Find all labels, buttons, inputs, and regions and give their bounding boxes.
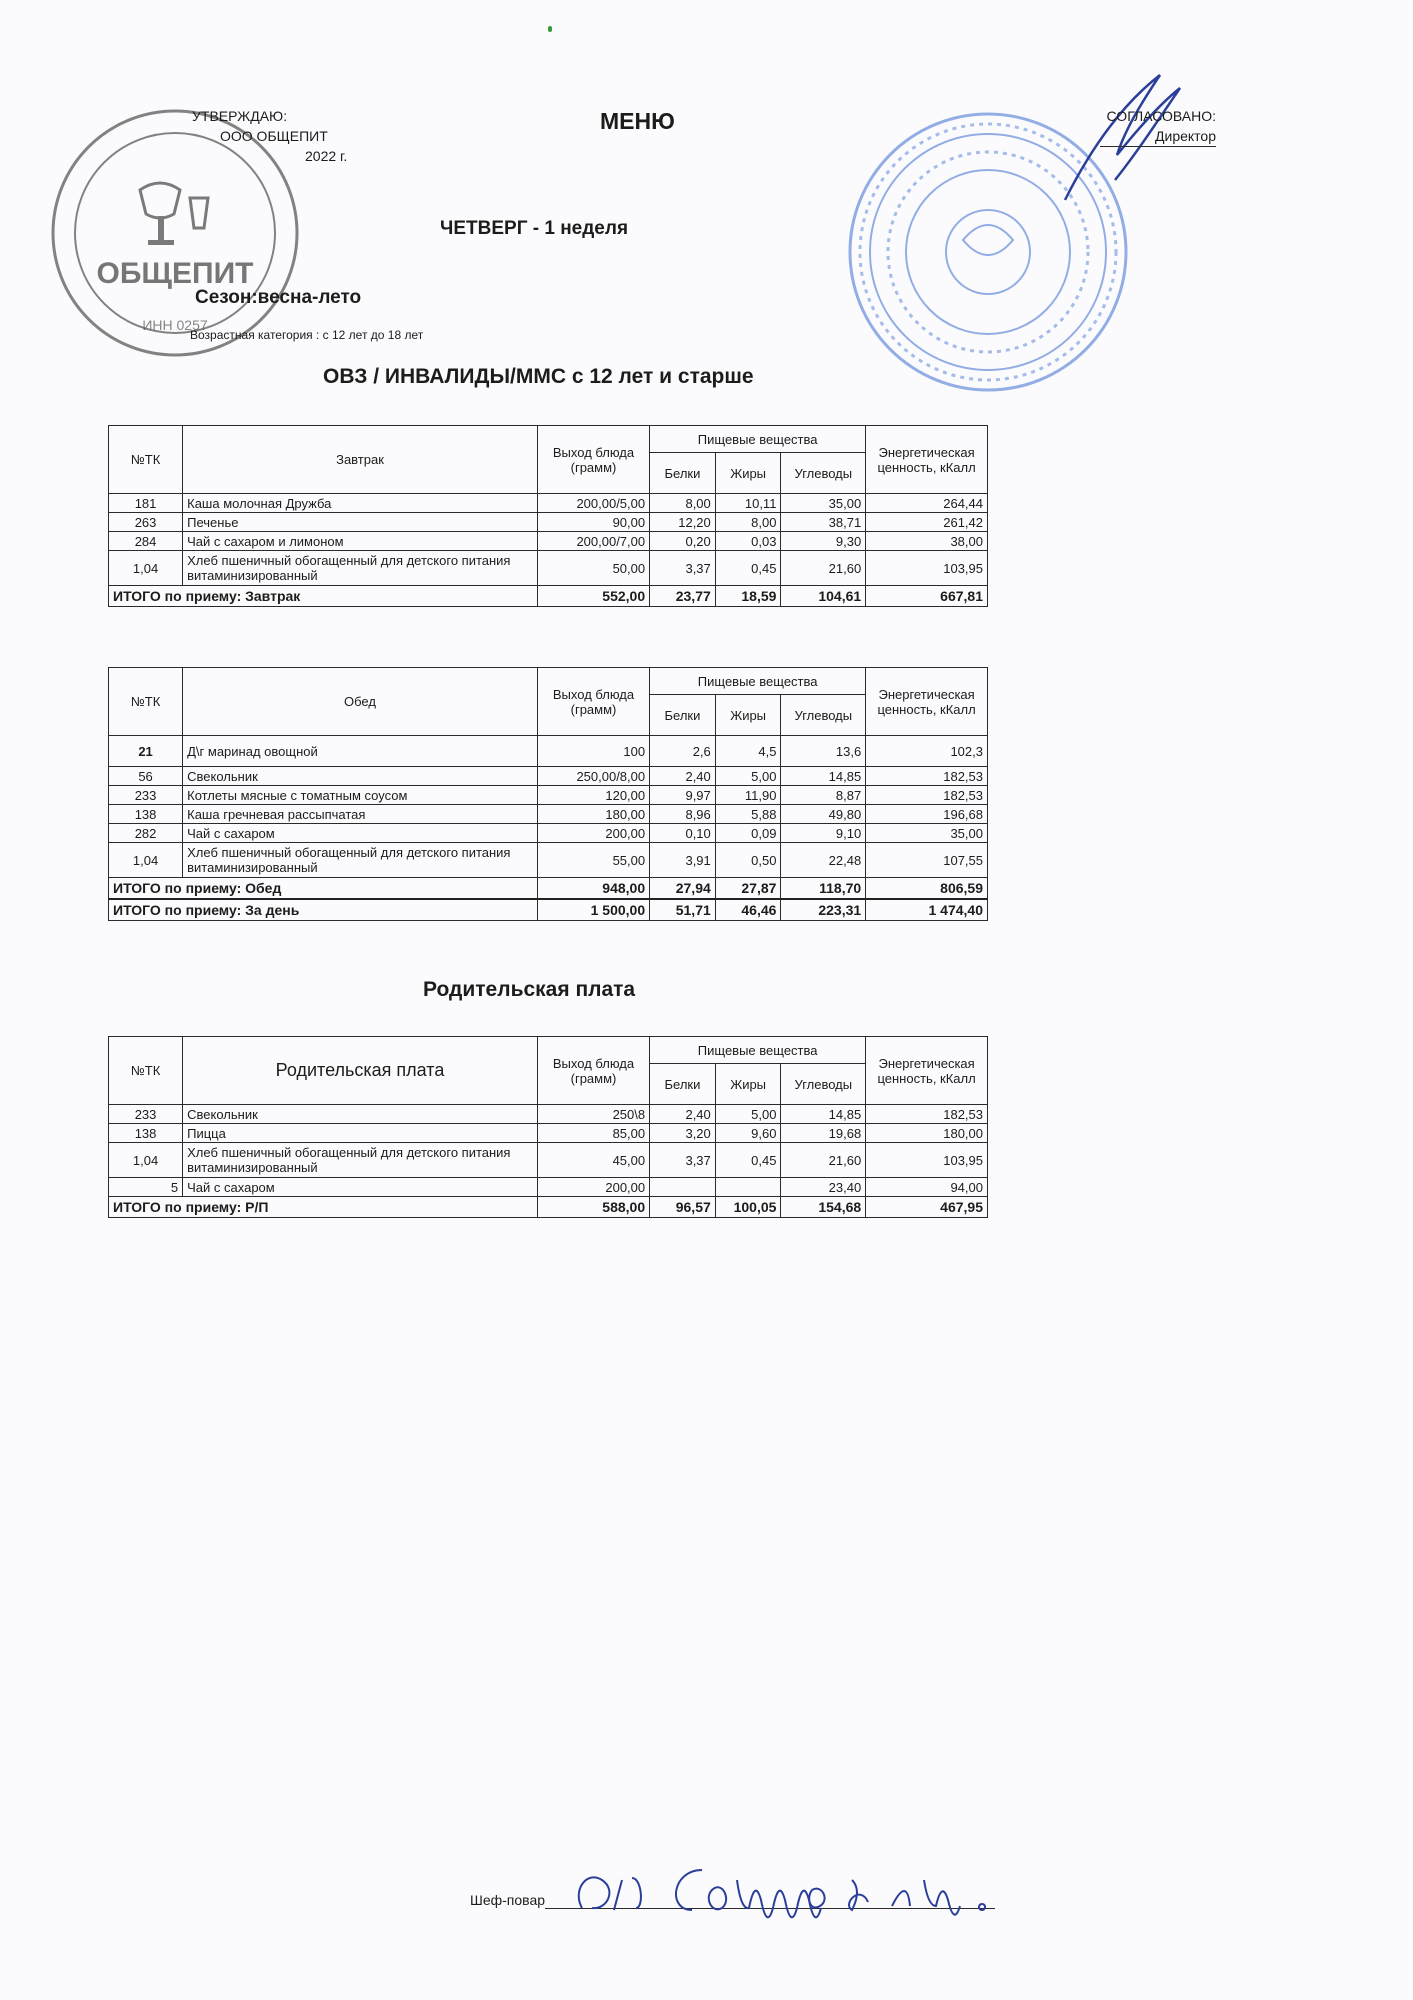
cell-fats: 8,00 bbox=[715, 513, 781, 532]
cell-dish: Печенье bbox=[183, 513, 538, 532]
cell-fats: 0,45 bbox=[715, 551, 781, 586]
total-carbs: 104,61 bbox=[781, 586, 866, 607]
breakfast-table bbox=[108, 425, 988, 607]
cell-tk: 233 bbox=[109, 1105, 183, 1124]
total-output: 588,00 bbox=[537, 1197, 649, 1218]
cell-energy: 182,53 bbox=[866, 786, 988, 805]
cell-tk: 138 bbox=[109, 1124, 183, 1143]
day-total-proteins: 51,71 bbox=[650, 899, 716, 921]
agreement-block-right bbox=[1100, 106, 1216, 147]
col-output: Выход блюда (грамм) bbox=[537, 426, 649, 494]
cell-output: 85,00 bbox=[537, 1124, 649, 1143]
parent-payment-table bbox=[108, 1036, 988, 1218]
col-output: Выход блюда (грамм) bbox=[537, 668, 649, 736]
cell-output: 55,00 bbox=[537, 843, 649, 878]
col-proteins: Белки bbox=[650, 695, 716, 736]
cell-tk: 284 bbox=[109, 532, 183, 551]
cell-carbs: 14,85 bbox=[781, 767, 866, 786]
cell-proteins: 8,00 bbox=[650, 494, 716, 513]
cell-carbs: 49,80 bbox=[781, 805, 866, 824]
total-carbs: 154,68 bbox=[781, 1197, 866, 1218]
col-nutrients: Пищевые вещества bbox=[650, 426, 866, 453]
cell-proteins: 3,37 bbox=[650, 1143, 716, 1178]
age-category: Возрастная категория : с 12 лет до 18 лет bbox=[190, 328, 424, 342]
cell-fats: 0,03 bbox=[715, 532, 781, 551]
col-fats: Жиры bbox=[715, 1064, 781, 1105]
cell-energy: 180,00 bbox=[866, 1124, 988, 1143]
cell-energy: 35,00 bbox=[866, 824, 988, 843]
cell-tk: 1,04 bbox=[109, 551, 183, 586]
cell-energy: 264,44 bbox=[866, 494, 988, 513]
table-row bbox=[109, 532, 988, 551]
cell-dish: Чай с сахаром bbox=[183, 824, 538, 843]
total-row bbox=[109, 1197, 988, 1218]
cell-proteins: 2,40 bbox=[650, 1105, 716, 1124]
cell-dish: Хлеб пшеничный обогащенный для детского питания витаминизированный bbox=[183, 551, 538, 586]
table-row bbox=[109, 736, 988, 767]
cell-output: 250\8 bbox=[537, 1105, 649, 1124]
day-total-label: ИТОГО по приему: За день bbox=[109, 899, 538, 921]
cell-carbs: 21,60 bbox=[781, 1143, 866, 1178]
total-label: ИТОГО по приему: Завтрак bbox=[109, 586, 538, 607]
cell-tk: 5 bbox=[109, 1178, 183, 1197]
cell-proteins: 3,37 bbox=[650, 551, 716, 586]
cell-energy: 182,53 bbox=[866, 767, 988, 786]
group-title: ОВЗ / ИНВАЛИДЫ/ММС с 12 лет и старше bbox=[323, 365, 754, 388]
total-proteins: 96,57 bbox=[650, 1197, 716, 1218]
cell-energy: 103,95 bbox=[866, 551, 988, 586]
col-fats: Жиры bbox=[715, 695, 781, 736]
cell-output: 200,00/5,00 bbox=[537, 494, 649, 513]
cell-output: 45,00 bbox=[537, 1143, 649, 1178]
cell-fats: 11,90 bbox=[715, 786, 781, 805]
cell-fats: 0,45 bbox=[715, 1143, 781, 1178]
cell-energy: 38,00 bbox=[866, 532, 988, 551]
cell-carbs: 9,10 bbox=[781, 824, 866, 843]
cell-tk: 263 bbox=[109, 513, 183, 532]
cell-tk: 138 bbox=[109, 805, 183, 824]
day-total-fats: 46,46 bbox=[715, 899, 781, 921]
col-energy: Энергетическая ценность, кКалл bbox=[866, 668, 988, 736]
day-total-row bbox=[109, 899, 988, 921]
cell-proteins: 2,40 bbox=[650, 767, 716, 786]
table-row bbox=[109, 1124, 988, 1143]
table-row bbox=[109, 1105, 988, 1124]
col-fats: Жиры bbox=[715, 453, 781, 494]
col-carbs: Углеводы bbox=[781, 695, 866, 736]
cell-carbs: 8,87 bbox=[781, 786, 866, 805]
cell-tk: 181 bbox=[109, 494, 183, 513]
col-energy: Энергетическая ценность, кКалл bbox=[866, 1037, 988, 1105]
cell-fats: 10,11 bbox=[715, 494, 781, 513]
cell-tk: 56 bbox=[109, 767, 183, 786]
green-dot-mark bbox=[548, 26, 552, 32]
table-row bbox=[109, 767, 988, 786]
day-title: ЧЕТВЕРГ - 1 неделя bbox=[440, 218, 629, 239]
chef-label: Шеф-повар bbox=[470, 1892, 546, 1908]
total-energy: 667,81 bbox=[866, 586, 988, 607]
cell-fats: 0,50 bbox=[715, 843, 781, 878]
cell-proteins: 3,20 bbox=[650, 1124, 716, 1143]
total-carbs: 118,70 bbox=[781, 878, 866, 900]
table-row bbox=[109, 1178, 988, 1197]
cell-carbs: 38,71 bbox=[781, 513, 866, 532]
cell-dish: Чай с сахаром bbox=[183, 1178, 538, 1197]
col-proteins: Белки bbox=[650, 1064, 716, 1105]
total-energy: 467,95 bbox=[866, 1197, 988, 1218]
approve-year: 2022 г. bbox=[305, 148, 348, 164]
cell-output: 200,00 bbox=[537, 1178, 649, 1197]
cell-proteins bbox=[650, 1178, 716, 1197]
total-row bbox=[109, 878, 988, 900]
day-total-energy: 1 474,40 bbox=[866, 899, 988, 921]
total-label: ИТОГО по приему: Обед bbox=[109, 878, 538, 900]
cell-carbs: 13,6 bbox=[781, 736, 866, 767]
day-total-output: 1 500,00 bbox=[537, 899, 649, 921]
total-proteins: 23,77 bbox=[650, 586, 716, 607]
cell-proteins: 9,97 bbox=[650, 786, 716, 805]
col-output: Выход блюда (грамм) bbox=[537, 1037, 649, 1105]
col-nutrients: Пищевые вещества bbox=[650, 1037, 866, 1064]
col-tk: №ТК bbox=[109, 426, 183, 494]
cell-proteins: 8,96 bbox=[650, 805, 716, 824]
cell-output: 90,00 bbox=[537, 513, 649, 532]
cell-fats: 5,00 bbox=[715, 1105, 781, 1124]
cell-energy: 107,55 bbox=[866, 843, 988, 878]
table-row bbox=[109, 494, 988, 513]
total-proteins: 27,94 bbox=[650, 878, 716, 900]
total-fats: 18,59 bbox=[715, 586, 781, 607]
cell-fats: 9,60 bbox=[715, 1124, 781, 1143]
meal-title: Родительская плата bbox=[183, 1037, 538, 1105]
cell-dish: Котлеты мясные с томатным соусом bbox=[183, 786, 538, 805]
cell-fats: 4,5 bbox=[715, 736, 781, 767]
cell-dish: Пицца bbox=[183, 1124, 538, 1143]
cell-carbs: 19,68 bbox=[781, 1124, 866, 1143]
cell-dish: Свекольник bbox=[183, 1105, 538, 1124]
approve-organization: ООО ОБЩЕПИТ bbox=[220, 128, 328, 144]
total-energy: 806,59 bbox=[866, 878, 988, 900]
col-energy: Энергетическая ценность, кКалл bbox=[866, 426, 988, 494]
col-tk: №ТК bbox=[109, 668, 183, 736]
seal-inn-text: ИНН 0257 bbox=[142, 317, 208, 333]
cell-output: 250,00/8,00 bbox=[537, 767, 649, 786]
total-output: 948,00 bbox=[537, 878, 649, 900]
table-row bbox=[109, 824, 988, 843]
page-title: МЕНЮ bbox=[600, 108, 675, 134]
cell-energy: 261,42 bbox=[866, 513, 988, 532]
cell-energy: 182,53 bbox=[866, 1105, 988, 1124]
cell-output: 200,00/7,00 bbox=[537, 532, 649, 551]
cell-output: 50,00 bbox=[537, 551, 649, 586]
director-label: Директор bbox=[1100, 126, 1216, 147]
cell-dish: Чай с сахаром и лимоном bbox=[183, 532, 538, 551]
table-row bbox=[109, 1143, 988, 1178]
total-label: ИТОГО по приему: Р/П bbox=[109, 1197, 538, 1218]
cell-proteins: 0,10 bbox=[650, 824, 716, 843]
table-row bbox=[109, 513, 988, 532]
cell-tk: 1,04 bbox=[109, 1143, 183, 1178]
cell-proteins: 0,20 bbox=[650, 532, 716, 551]
cell-tk: 21 bbox=[109, 736, 183, 767]
col-nutrients: Пищевые вещества bbox=[650, 668, 866, 695]
cell-output: 180,00 bbox=[537, 805, 649, 824]
cell-carbs: 22,48 bbox=[781, 843, 866, 878]
approve-label: УТВЕРЖДАЮ: bbox=[192, 108, 288, 124]
cell-tk: 282 bbox=[109, 824, 183, 843]
cell-fats: 5,88 bbox=[715, 805, 781, 824]
cell-dish: Каша молочная Дружба bbox=[183, 494, 538, 513]
cell-proteins: 12,20 bbox=[650, 513, 716, 532]
cell-tk: 233 bbox=[109, 786, 183, 805]
table-row bbox=[109, 805, 988, 824]
total-output: 552,00 bbox=[537, 586, 649, 607]
cell-fats bbox=[715, 1178, 781, 1197]
total-fats: 27,87 bbox=[715, 878, 781, 900]
cell-dish: Хлеб пшеничный обогащенный для детского питания витаминизированный bbox=[183, 1143, 538, 1178]
total-row bbox=[109, 586, 988, 607]
col-tk: №ТК bbox=[109, 1037, 183, 1105]
cell-tk: 1,04 bbox=[109, 843, 183, 878]
table-row bbox=[109, 786, 988, 805]
cell-fats: 5,00 bbox=[715, 767, 781, 786]
total-fats: 100,05 bbox=[715, 1197, 781, 1218]
cell-carbs: 23,40 bbox=[781, 1178, 866, 1197]
cell-energy: 102,3 bbox=[866, 736, 988, 767]
cell-fats: 0,09 bbox=[715, 824, 781, 843]
col-carbs: Углеводы bbox=[781, 1064, 866, 1105]
cell-dish: Свекольник bbox=[183, 767, 538, 786]
cell-energy: 196,68 bbox=[866, 805, 988, 824]
season-label: Сезон:весна-лето bbox=[195, 287, 362, 308]
table-row bbox=[109, 843, 988, 878]
day-total-carbs: 223,31 bbox=[781, 899, 866, 921]
cell-dish: Д\г маринад овощной bbox=[183, 736, 538, 767]
col-carbs: Углеводы bbox=[781, 453, 866, 494]
cell-dish: Каша гречневая рассыпчатая bbox=[183, 805, 538, 824]
table-row bbox=[109, 551, 988, 586]
cell-dish: Хлеб пшеничный обогащенный для детского питания витаминизированный bbox=[183, 843, 538, 878]
cell-output: 100 bbox=[537, 736, 649, 767]
cell-carbs: 35,00 bbox=[781, 494, 866, 513]
cell-output: 120,00 bbox=[537, 786, 649, 805]
cell-energy: 103,95 bbox=[866, 1143, 988, 1178]
cell-proteins: 2,6 bbox=[650, 736, 716, 767]
approval-block-left bbox=[190, 106, 347, 166]
cell-output: 200,00 bbox=[537, 824, 649, 843]
parent-payment-title: Родительская плата bbox=[423, 978, 636, 1001]
chef-signature bbox=[562, 1860, 1032, 1920]
agreed-label: СОГЛАСОВАНО: bbox=[1106, 108, 1216, 124]
meal-title: Завтрак bbox=[183, 426, 538, 494]
cell-carbs: 9,30 bbox=[781, 532, 866, 551]
cell-proteins: 3,91 bbox=[650, 843, 716, 878]
lunch-table bbox=[108, 667, 988, 921]
col-proteins: Белки bbox=[650, 453, 716, 494]
seal-name-text: ОБЩЕПИТ bbox=[96, 257, 254, 290]
meal-title: Обед bbox=[183, 668, 538, 736]
cell-carbs: 14,85 bbox=[781, 1105, 866, 1124]
cell-carbs: 21,60 bbox=[781, 551, 866, 586]
cell-energy: 94,00 bbox=[866, 1178, 988, 1197]
